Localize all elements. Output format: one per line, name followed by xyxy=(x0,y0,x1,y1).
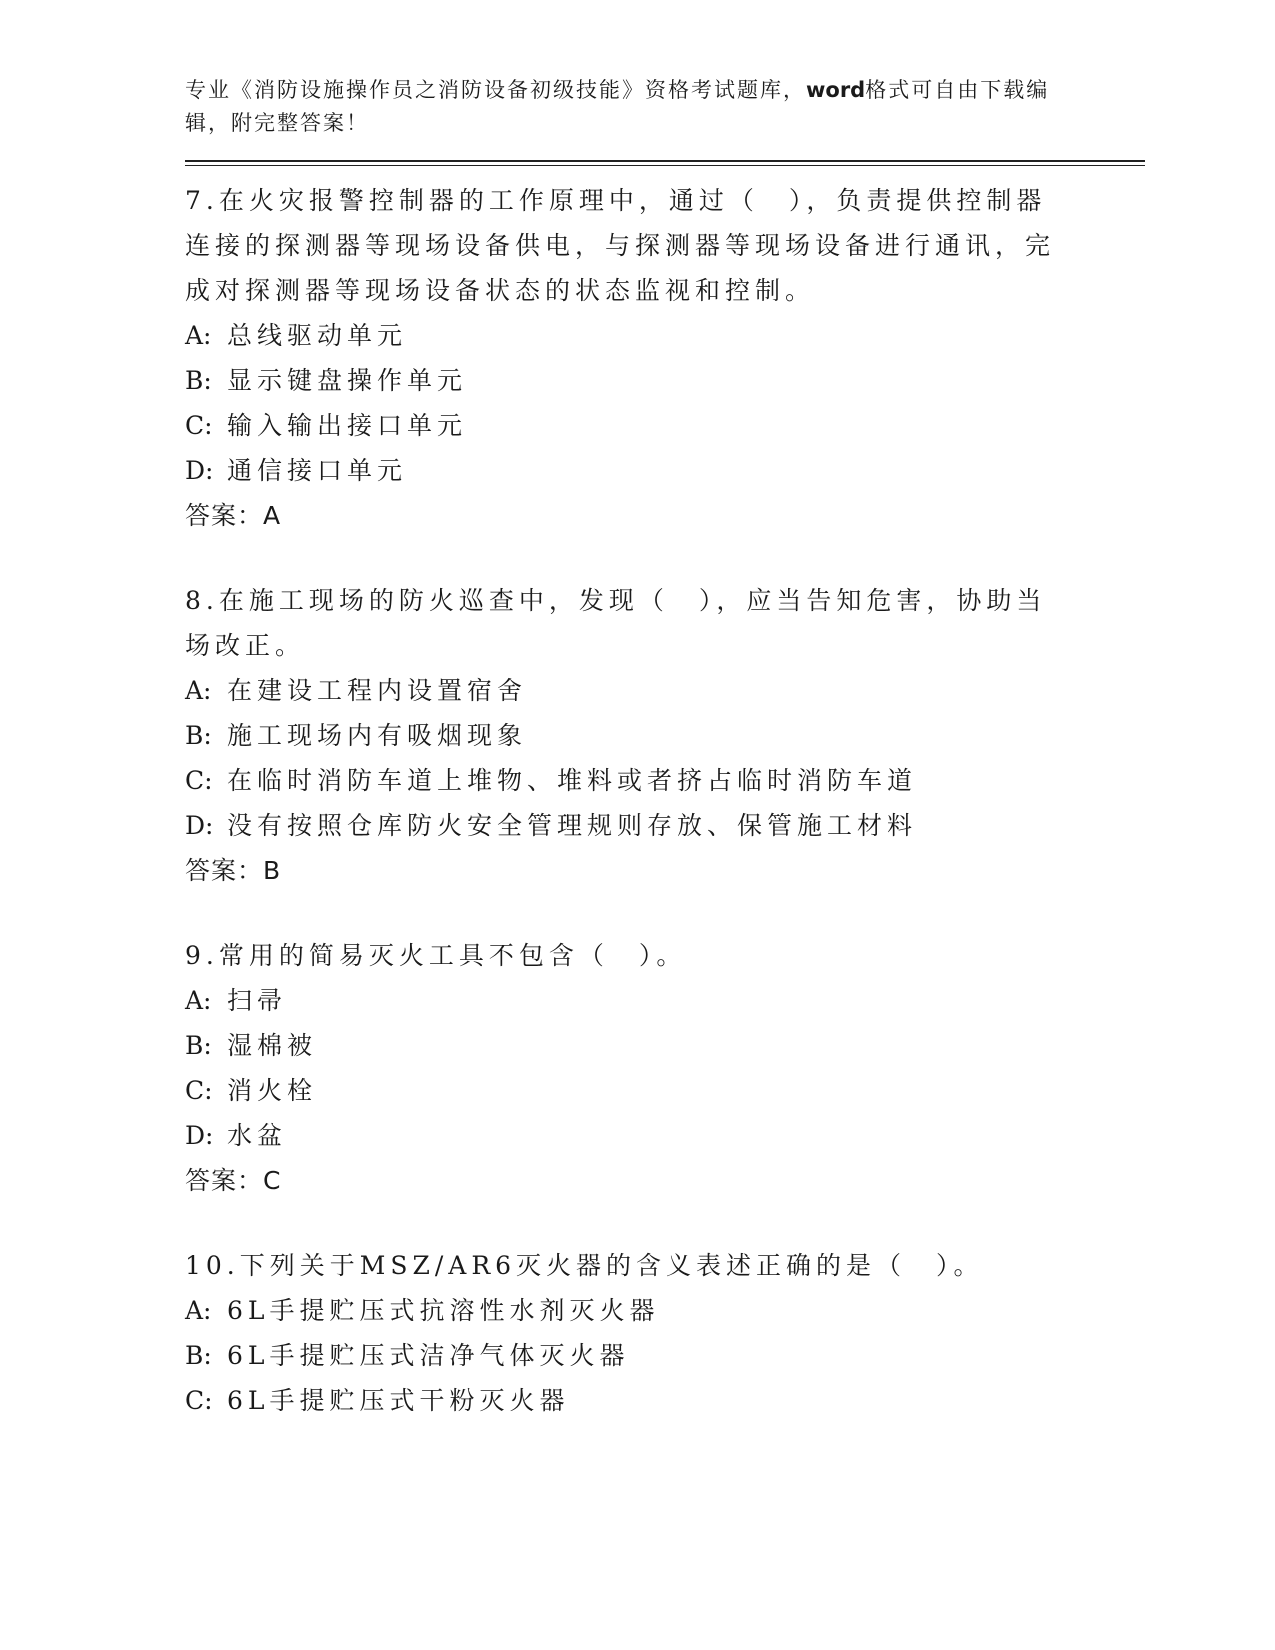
option-b xyxy=(185,713,1145,758)
question-stem: 10.下列关于MSZ/AR6灭火器的含义表述正确的是（ ）。 xyxy=(185,1251,984,1280)
option-key: D: xyxy=(185,1121,214,1150)
option-key: D: xyxy=(185,456,214,485)
option-c xyxy=(185,403,1145,448)
answer-line: 答案：B xyxy=(185,856,282,885)
question-7 xyxy=(185,178,1145,538)
question-10 xyxy=(185,1243,1145,1423)
option-text: 扫帚 xyxy=(227,986,288,1015)
option-key: B: xyxy=(185,366,212,395)
option-c xyxy=(185,1068,1145,1113)
answer-line: 答案：A xyxy=(185,501,282,530)
document-header xyxy=(185,74,1065,140)
option-text: 消火栓 xyxy=(227,1076,318,1105)
option-key: C: xyxy=(185,1386,213,1415)
answer-line: 答案：C xyxy=(185,1166,282,1195)
question-8 xyxy=(185,578,1145,893)
option-text: 水盆 xyxy=(227,1121,288,1150)
header-text-word: word xyxy=(806,78,866,102)
option-text: 6L手提贮压式干粉灭火器 xyxy=(227,1386,570,1415)
header-text-b: 格式可自由下载编辑，附完整答案！ xyxy=(185,78,1050,135)
option-c xyxy=(185,758,1145,803)
document-page xyxy=(185,74,1145,1463)
option-a xyxy=(185,313,1145,358)
question-list xyxy=(185,178,1145,1423)
option-key: B: xyxy=(185,1031,212,1060)
question-stem: 8.在施工现场的防火巡查中，发现（ ），应当告知危害，协助当场改正。 xyxy=(185,586,1047,660)
option-text: 输入输出接口单元 xyxy=(227,411,468,440)
option-key: A: xyxy=(185,676,212,705)
header-text-a: 专业《消防设施操作员之消防设备初级技能》资格考试题库， xyxy=(185,78,806,102)
option-text: 没有按照仓库防火安全管理规则存放、保管施工材料 xyxy=(227,811,918,840)
option-text: 湿棉被 xyxy=(227,1031,318,1060)
option-d xyxy=(185,1113,1145,1158)
option-text: 在临时消防车道上堆物、堆料或者挤占临时消防车道 xyxy=(227,766,918,795)
question-9 xyxy=(185,933,1145,1203)
option-key: D: xyxy=(185,811,214,840)
option-b xyxy=(185,1333,1145,1378)
question-stem: 9.常用的简易灭火工具不包含（ ）。 xyxy=(185,941,687,970)
option-key: C: xyxy=(185,1076,213,1105)
header-divider xyxy=(185,160,1145,166)
option-text: 6L手提贮压式抗溶性水剂灭火器 xyxy=(227,1296,660,1325)
option-key: A: xyxy=(185,986,212,1015)
option-key: C: xyxy=(185,766,213,795)
option-b xyxy=(185,1023,1145,1068)
option-key: C: xyxy=(185,411,213,440)
option-b xyxy=(185,358,1145,403)
option-a xyxy=(185,978,1145,1023)
option-a xyxy=(185,668,1145,713)
option-text: 6L手提贮压式洁净气体灭火器 xyxy=(227,1341,630,1370)
option-text: 显示键盘操作单元 xyxy=(227,366,468,395)
option-key: A: xyxy=(185,1296,212,1325)
option-d xyxy=(185,803,1145,848)
option-key: B: xyxy=(185,721,212,750)
option-text: 施工现场内有吸烟现象 xyxy=(227,721,528,750)
option-key: A: xyxy=(185,321,212,350)
option-a xyxy=(185,1288,1145,1333)
option-text: 在建设工程内设置宿舍 xyxy=(227,676,528,705)
option-text: 总线驱动单元 xyxy=(227,321,408,350)
option-c xyxy=(185,1378,1145,1423)
option-d xyxy=(185,448,1145,493)
option-key: B: xyxy=(185,1341,212,1370)
question-stem: 7.在火灾报警控制器的工作原理中，通过（ ），负责提供控制器连接的探测器等现场设备供电，与探测器等现场设备进行通讯，完成对探测器等现场设备状态的状态监视和控制。 xyxy=(185,186,1056,305)
option-text: 通信接口单元 xyxy=(227,456,408,485)
